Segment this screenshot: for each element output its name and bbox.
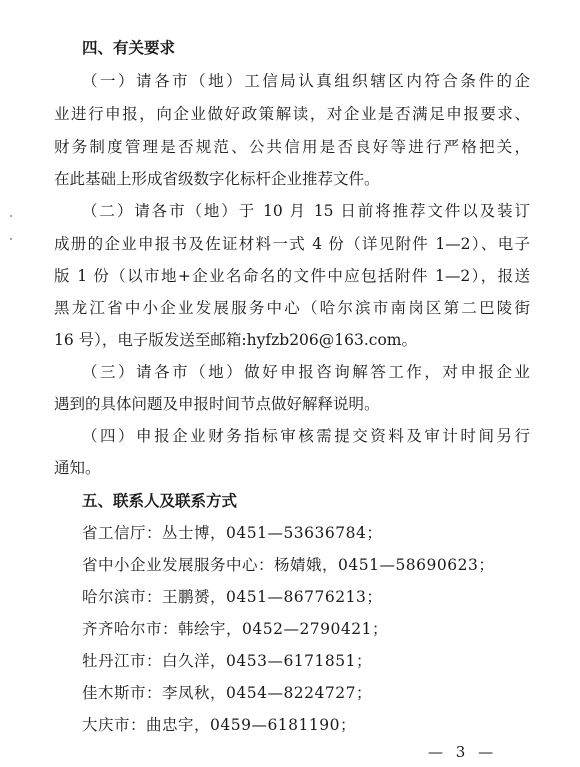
contact-line: 齐齐哈尔市：韩绘宇，0452—2790421；	[82, 620, 388, 638]
section-5-heading: 五、联系人及联系方式	[82, 492, 238, 510]
paragraph-2-line-2: 成册的企业申报书及佐证材料一式 4 份（详见附件 1—2）、电子	[54, 235, 530, 253]
paragraph-2-line-3: 版 1 份（以市地+企业名命名的文件中应包括附件 1—2），报送	[54, 267, 530, 285]
contact-line: 省中小企业发展服务中心：杨婧娥，0451—58690623；	[82, 556, 495, 574]
paragraph-4-line-1: （四）申报企业财务指标审核需提交资料及审计时间另行	[82, 427, 530, 445]
paragraph-2-line-1: （二）请各市（地）于 10 月 15 日前将推荐文件以及装订	[82, 202, 530, 220]
paragraph-1-line-1: （一）请各市（地）工信局认真组织辖区内符合条件的企	[82, 72, 530, 90]
scan-speck	[10, 238, 12, 240]
contact-line: 哈尔滨市：王鹏赟，0451—86776213；	[82, 588, 383, 606]
paragraph-2-line-5: 16 号），电子版发送至邮箱:hyfzb206@163.com。	[54, 331, 417, 349]
page-number: — 3 —	[428, 743, 498, 761]
contact-line: 牡丹江市：白久洋，0453—6171851；	[82, 652, 372, 670]
contact-line: 佳木斯市：李凤秋，0454—8224727；	[82, 684, 372, 702]
scan-speck	[10, 215, 12, 217]
contact-line: 省工信厅：丛士博，0451—53636784；	[82, 524, 383, 542]
paragraph-2-line-4: 黑龙江省中小企业发展服务中心（哈尔滨市南岗区第二巴陵街	[54, 299, 530, 317]
paragraph-1-line-4: 在此基础上形成省级数字化标杆企业推荐文件。	[54, 170, 380, 188]
paragraph-3-line-1: （三）请各市（地）做好申报咨询解答工作，对申报企业	[82, 363, 530, 381]
paragraph-1-line-2: 业进行申报，向企业做好政策解读，对企业是否满足申报要求、	[54, 105, 530, 123]
paragraph-3-line-2: 遇到的具体问题及申报时间节点做好解释说明。	[54, 395, 380, 413]
paragraph-4-line-2: 通知。	[54, 459, 101, 477]
section-4-heading: 四、有关要求	[82, 39, 176, 57]
contact-line: 大庆市：曲忠宇，0459—6181190；	[82, 716, 356, 734]
paragraph-1-line-3: 财务制度管理是否规范、公共信用是否良好等进行严格把关，	[54, 138, 530, 156]
